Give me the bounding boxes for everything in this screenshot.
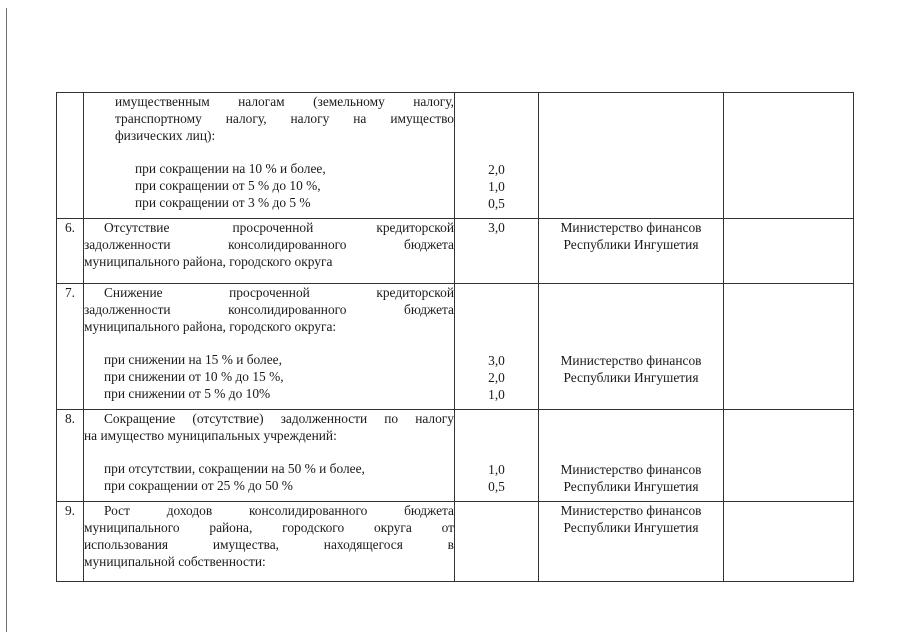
page-border-line — [6, 8, 7, 632]
table-row — [57, 219, 854, 284]
row-ministry: Министерство финансов Республики Ингушетия — [539, 410, 724, 502]
row-ministry: Министерство финансов Республики Ингушетия — [539, 502, 724, 582]
row-number — [57, 93, 84, 219]
table-row — [57, 93, 854, 219]
table-row — [57, 410, 854, 502]
row-description: имущественным налогам (земельному налогу, транспортному налогу, налогу на имущество физических лиц): при сокращении на 10 % и более, при сокращении от 5 % до 10 %, при сокращении от 3 % до 5 % — [84, 93, 455, 219]
row-ministry: Министерство финансов Республики Ингушетия — [539, 219, 724, 284]
row-ministry — [539, 93, 724, 219]
row-extra — [724, 410, 854, 502]
criteria-table — [56, 92, 854, 582]
row-description: Рост доходов консолидированного бюджета муниципального района, городского округа от использования имущества, находящегося в муниципальной собственности: — [84, 502, 455, 582]
row-number: 6. — [57, 219, 84, 284]
table-row — [57, 284, 854, 410]
row-extra — [724, 502, 854, 582]
row-description: Сокращение (отсутствие) задолженности по налогу на имущество муниципальных учреждений: при отсутствии, сокращении на 50 % и более, при сокращении от 25 % до 50 % — [84, 410, 455, 502]
row-values: 3,0 2,0 1,0 — [455, 284, 539, 410]
row-description: Отсутствие просроченной кредиторской задолженности консолидированного бюджета муниципального района, городского округа — [84, 219, 455, 284]
row-values: 2,0 1,0 0,5 — [455, 93, 539, 219]
row-number: 7. — [57, 284, 84, 410]
row-number: 8. — [57, 410, 84, 502]
row-values — [455, 502, 539, 582]
row-extra — [724, 284, 854, 410]
row-extra — [724, 219, 854, 284]
row-ministry: Министерство финансов Республики Ингушетия — [539, 284, 724, 410]
row-values: 3,0 — [455, 219, 539, 284]
table-row — [57, 502, 854, 582]
row-values: 1,0 0,5 — [455, 410, 539, 502]
row-extra — [724, 93, 854, 219]
row-number: 9. — [57, 502, 84, 582]
row-description: Снижение просроченной кредиторской задолженности консолидированного бюджета муниципального района, городского округа: при снижении на 15 % и более, при снижении от 10 % до 15 %, при снижении от 5 % до 10% — [84, 284, 455, 410]
